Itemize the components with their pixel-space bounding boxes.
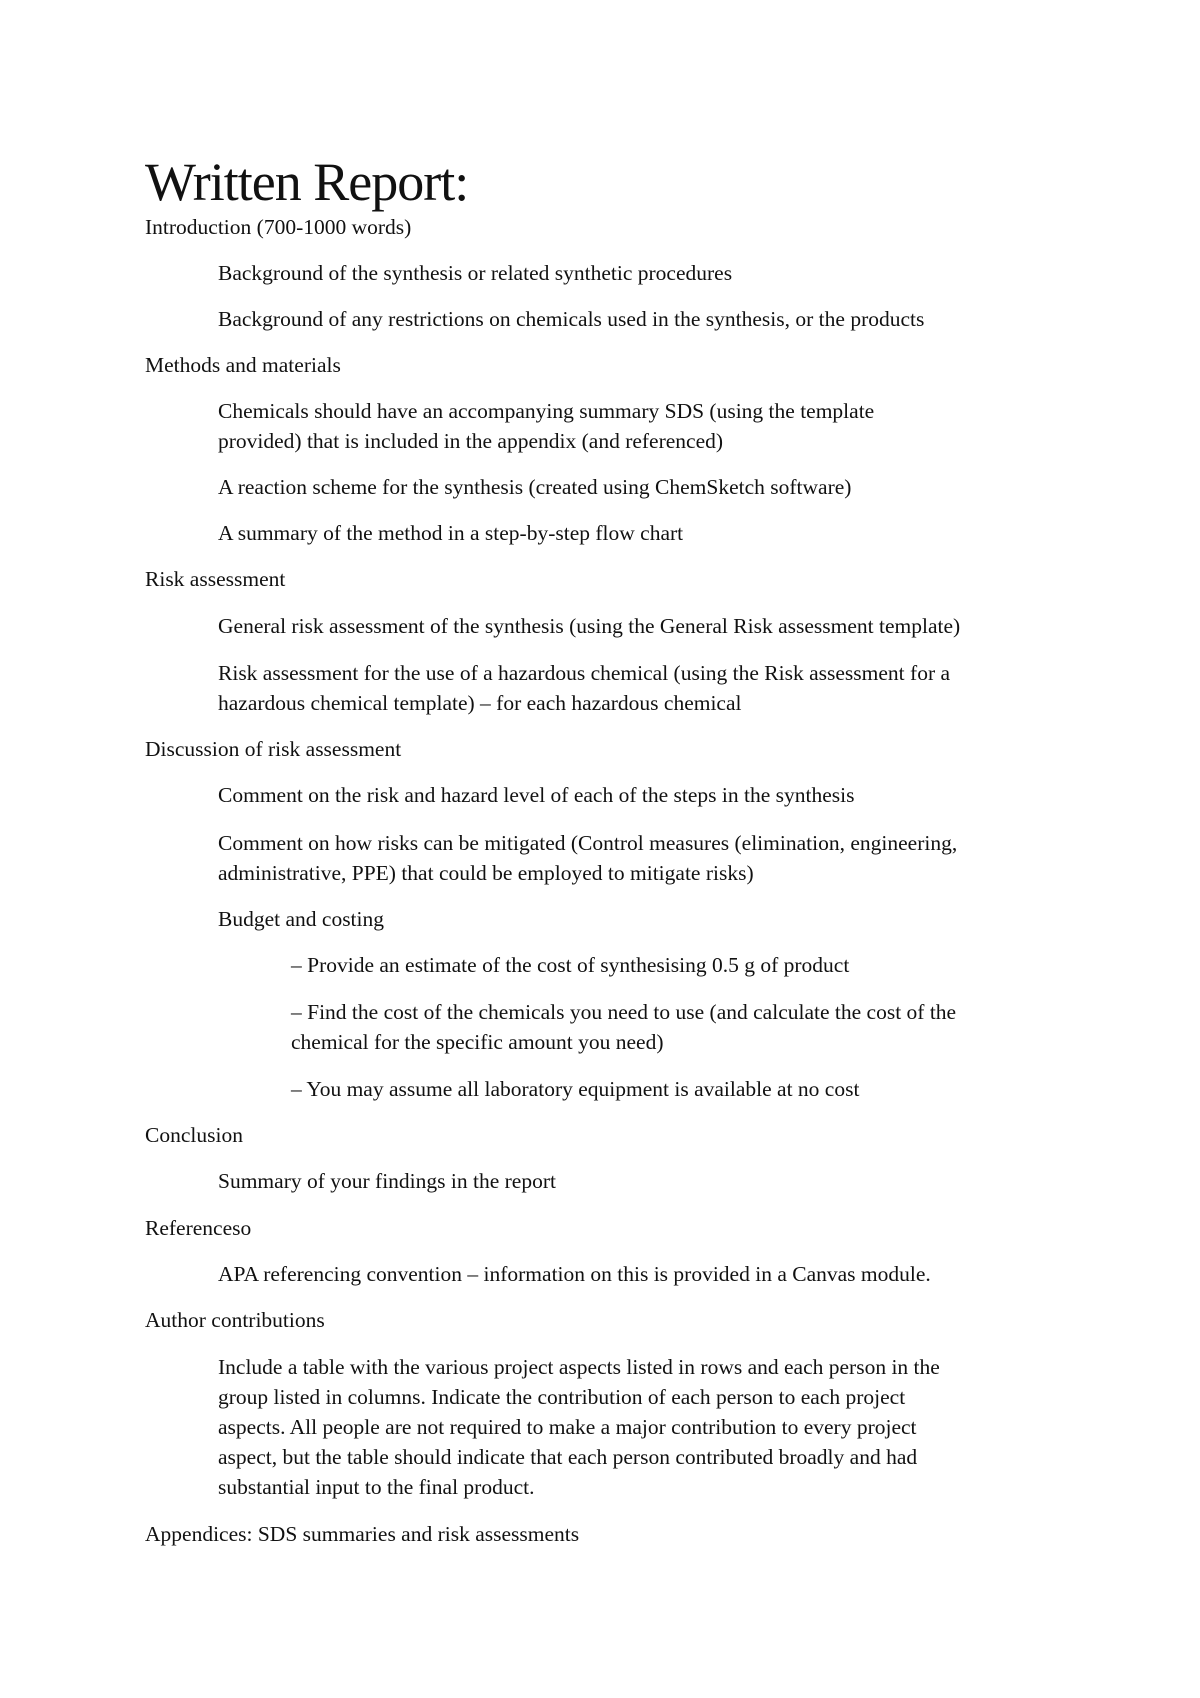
references-item-apa: APA referencing convention – information on this is provided in a Canvas module. (218, 1262, 931, 1286)
methods-item-flow-chart: A summary of the method in a step-by-step flow chart (218, 521, 684, 545)
author-contributions-line1: Include a table with the various project aspects listed in rows and each person in the (218, 1355, 940, 1379)
section-heading-discussion: Discussion of risk assessment (145, 737, 402, 761)
conclusion-item-summary: Summary of your findings in the report (218, 1169, 556, 1193)
risk-item-hazardous-line2: hazardous chemical template) – for each hazardous chemical (218, 691, 742, 715)
budget-item-chemical-cost-line2: chemical for the specific amount you need) (291, 1030, 664, 1054)
section-heading-appendices: Appendices: SDS summaries and risk assessments (145, 1522, 580, 1546)
section-heading-author-contributions: Author contributions (145, 1308, 325, 1332)
section-heading-risk-assessment: Risk assessment (145, 567, 286, 591)
budget-item-chemical-cost-line1: – Find the cost of the chemicals you need to use (and calculate the cost of the (291, 1000, 957, 1024)
methods-item-sds-line2: provided) that is included in the appendix (and referenced) (218, 429, 724, 453)
intro-item-background-synthesis: Background of the synthesis or related synthetic procedures (218, 261, 733, 285)
section-heading-introduction: Introduction (700-1000 words) (145, 215, 412, 239)
author-contributions-line2: group listed in columns. Indicate the contribution of each person to each project (218, 1385, 906, 1409)
methods-item-reaction-scheme: A reaction scheme for the synthesis (created using ChemSketch software) (218, 475, 852, 499)
author-contributions-line4: aspect, but the table should indicate that each person contributed broadly and had (218, 1445, 918, 1469)
section-heading-references: Referenceso (145, 1216, 252, 1240)
discussion-item-budget: Budget and costing (218, 907, 385, 931)
section-heading-conclusion: Conclusion (145, 1123, 243, 1147)
author-contributions-line3: aspects. All people are not required to make a major contribution to every project (218, 1415, 917, 1439)
risk-item-general: General risk assessment of the synthesis (using the General Risk assessment template) (218, 614, 961, 638)
page-title: Written Report: (145, 152, 469, 212)
section-heading-methods: Methods and materials (145, 353, 341, 377)
budget-item-estimate: – Provide an estimate of the cost of synthesising 0.5 g of product (291, 953, 850, 977)
intro-item-background-restrictions: Background of any restrictions on chemicals used in the synthesis, or the products (218, 307, 925, 331)
risk-item-hazardous-line1: Risk assessment for the use of a hazardous chemical (using the Risk assessment for a (218, 661, 951, 685)
methods-item-sds-line1: Chemicals should have an accompanying summary SDS (using the template (218, 399, 875, 423)
discussion-item-risk-level: Comment on the risk and hazard level of each of the steps in the synthesis (218, 783, 855, 807)
discussion-item-mitigation-line2: administrative, PPE) that could be employed to mitigate risks) (218, 861, 754, 885)
author-contributions-line5: substantial input to the final product. (218, 1475, 535, 1499)
discussion-item-mitigation-line1: Comment on how risks can be mitigated (Control measures (elimination, engineering, (218, 831, 958, 855)
budget-item-equipment: – You may assume all laboratory equipment is available at no cost (291, 1077, 860, 1101)
